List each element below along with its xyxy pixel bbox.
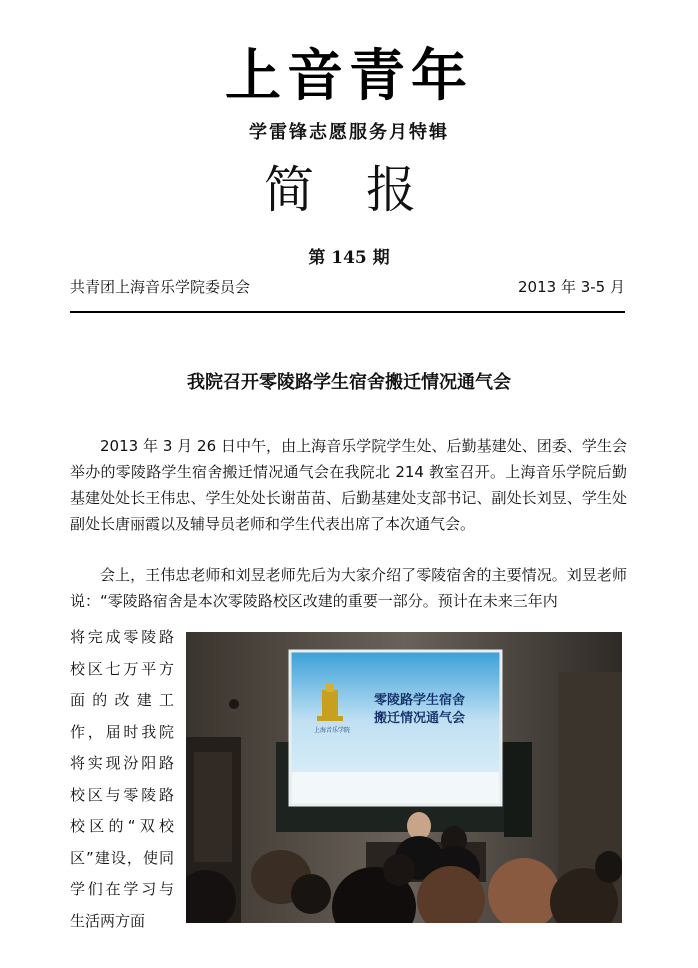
article-headline: 我院召开零陵路学生宿舍搬迁情况通气会: [187, 372, 511, 393]
screen-logo-text: 上海音乐学院: [314, 727, 351, 734]
screen-title-line-2: 搬迁情况通气会: [374, 711, 466, 726]
screen-title-line-1: 零陵路学生宿舍: [374, 693, 466, 708]
issue-number: 第 145 期: [308, 248, 390, 268]
masthead-title: 上音青年: [225, 43, 473, 109]
article-paragraph-1: 2013 年 3 月 26 日中午，由上海音乐学院学生处、后勤基建处、团委、学生会举办的零陵路学生宿舍搬迁情况通气会在我院北 214 教室召开。上海音乐学院后勤基建处处长王伟忠、学生处处长谢苗苗、后勤基建处支部书记、副处长刘昱、学生处副处长唐丽霞以及辅导员老师和学生代表出席了本次通气会。: [70, 437, 627, 533]
meeting-photo: [186, 632, 622, 923]
header-divider: [70, 311, 625, 313]
brief-title: 简 报: [264, 161, 434, 219]
article-paragraph-2: 会上，王伟忠老师和刘昱老师先后为大家介绍了零陵宿舍的主要情况。刘昱老师说：“零陵路宿舍是本次零陵路校区改建的重要一部分。预计在未来三年内: [70, 566, 627, 610]
article-side-text: 将完成零陵路校区七万平方面的改建工作，届时我院将实现汾阳路校区与零陵路校区的“双校区”建设，使同学们在学习与生活两方面: [70, 628, 174, 930]
publisher: 共青团上海音乐学院委员会: [70, 278, 251, 296]
issue-date: 2013 年 3-5 月: [518, 278, 625, 296]
special-edition-subtitle: 学雷锋志愿服务月特辑: [249, 122, 449, 143]
